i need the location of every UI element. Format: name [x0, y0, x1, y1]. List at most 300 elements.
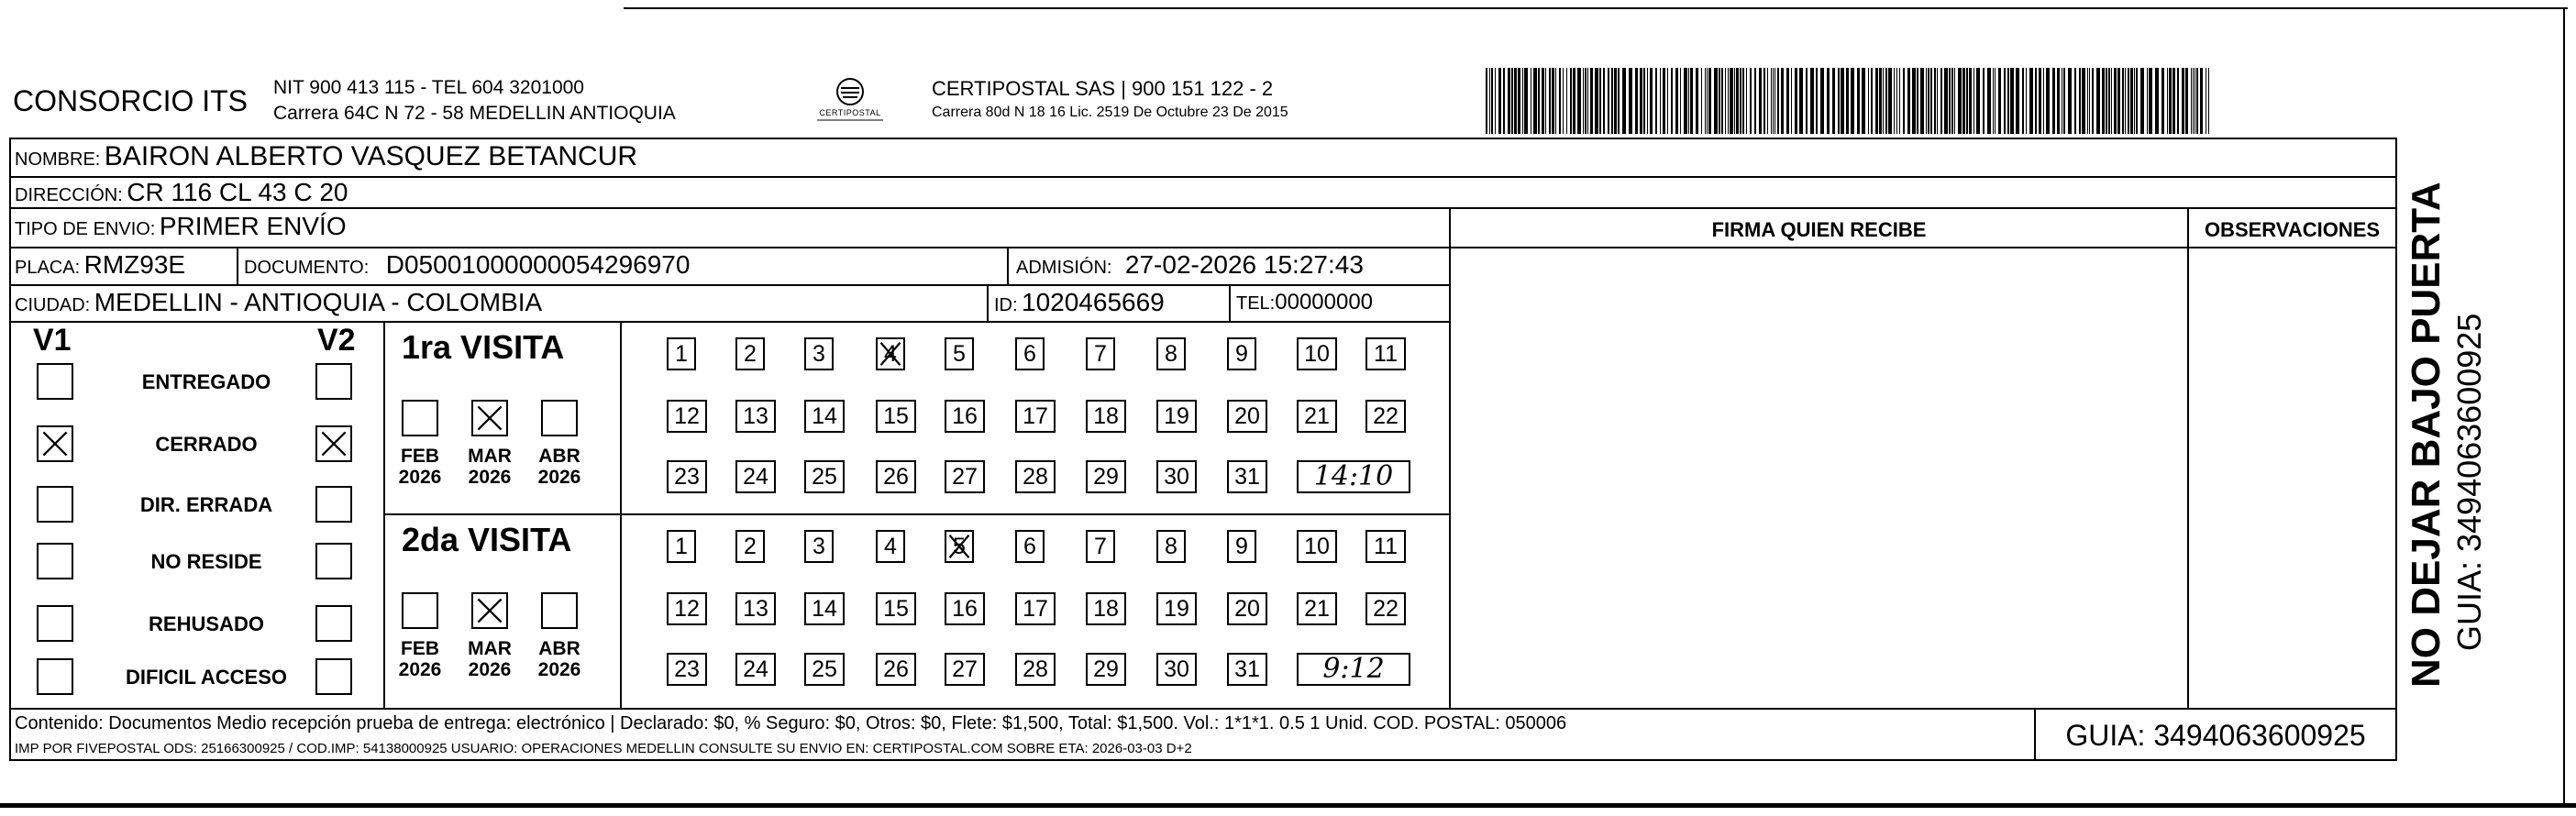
day-box[interactable]: 10 [1297, 530, 1337, 563]
barcode-bar [2057, 68, 2060, 134]
row-line [9, 284, 1451, 286]
firma-header: FIRMA QUIEN RECIBE [1711, 218, 1927, 241]
barcode-bar [1640, 68, 1642, 134]
barcode-bar [1871, 68, 1873, 134]
tipo-field [15, 212, 347, 241]
barcode-bar [2074, 68, 2076, 134]
barcode-bar [1781, 68, 1784, 134]
barcode-bar [2102, 68, 2105, 134]
barcode-bar [1746, 68, 1747, 134]
barcode-bar [1987, 68, 1991, 134]
day-box[interactable]: 12 [667, 400, 707, 433]
barcode-bar [1675, 68, 1678, 134]
day-box[interactable]: 17 [1015, 400, 1056, 433]
barcode-bar [1533, 68, 1537, 134]
barcode-bar [2029, 68, 2033, 134]
barcode-bar [1489, 68, 1490, 134]
barcode-bar [1705, 68, 1706, 134]
barcode-bar [1896, 68, 1897, 134]
documento-label: DOCUMENTO: [244, 258, 370, 278]
month-label [534, 638, 585, 680]
barcode-bar [1937, 68, 1938, 134]
direccion-value: CR 116 CL 43 C 20 [127, 178, 348, 206]
barcode-bar [2106, 68, 2107, 134]
barcode-bar [2089, 68, 2090, 134]
footer-line2: IMP POR FIVEPOSTAL ODS: 25166300925 / COD.IMP: 54138000925 USUARIO: OPERACIONES MEDELLIN CONSULTE SU ENVIO EN: CERTIPOSTAL.COM SOBRE ETA: 2026-03-03 D+2 [15, 741, 1192, 756]
day-box[interactable]: 31 [1227, 460, 1267, 493]
month-checkbox[interactable] [402, 592, 438, 629]
day-box[interactable]: 18 [1086, 592, 1126, 625]
barcode-bar [1962, 68, 1965, 134]
admision-field [1016, 250, 1364, 280]
barcode-bar [1647, 68, 1648, 134]
barcode-bar [1851, 68, 1854, 134]
day-box[interactable]: 19 [1156, 400, 1197, 433]
day-box[interactable]: 7 [1086, 337, 1115, 370]
barcode-bar [2007, 68, 2009, 134]
barcode-bar [1838, 68, 1840, 134]
v1-checkbox[interactable] [37, 605, 73, 642]
row-line [9, 321, 1451, 323]
month-name: ABR [538, 446, 580, 467]
day-box[interactable]: 9 [1227, 337, 1256, 370]
barcode-bar [1958, 68, 1962, 134]
barcode-bar [1846, 68, 1849, 134]
barcode-bar [2130, 68, 2133, 134]
day-box[interactable]: 28 [1015, 460, 1056, 493]
barcode-bar [1949, 68, 1951, 134]
row-line [9, 176, 2397, 178]
day-box[interactable]: 2 [735, 337, 765, 370]
visit-title: 2da VISITA [402, 521, 572, 558]
barcode-bar [1721, 68, 1723, 134]
barcode-bar [1680, 68, 1681, 134]
logo-text: CERTIPOSTAL [819, 108, 881, 117]
visit-divider [383, 513, 1449, 515]
barcode-bar [1503, 68, 1505, 134]
month-year: 2026 [398, 467, 442, 488]
top-edge-line [624, 7, 2568, 9]
status-label: REHUSADO [149, 612, 264, 635]
day-box[interactable]: 6 [1015, 337, 1045, 370]
day-box[interactable]: 2 [735, 530, 765, 563]
side-guia: GUIA: 3494063600925 [2450, 313, 2488, 651]
barcode-bar [1491, 68, 1493, 134]
barcode-bar [2169, 68, 2172, 134]
day-box[interactable]: 16 [945, 592, 985, 625]
day-box[interactable]: 14 [804, 592, 845, 625]
month-checkbox[interactable] [471, 400, 508, 436]
barcode-bar [1728, 68, 1729, 134]
day-box[interactable]: 6 [1015, 530, 1045, 563]
day-box[interactable]: 10 [1297, 337, 1337, 370]
barcode-bar [1750, 68, 1752, 134]
barcode-bar [1667, 68, 1668, 134]
day-box[interactable]: 15 [876, 400, 916, 433]
barcode-bar [1976, 68, 1980, 134]
barcode-bar [2022, 68, 2024, 134]
barcode-bar [1603, 68, 1605, 134]
tel-label: TEL: [1236, 293, 1276, 314]
barcode-bar [1771, 68, 1772, 134]
day-box[interactable]: 30 [1156, 653, 1197, 686]
barcode-bar [1928, 68, 1929, 134]
placa-label: PLACA: [15, 258, 81, 278]
v1-checkbox[interactable] [37, 658, 73, 695]
barcode-bar [1736, 68, 1739, 134]
month-name: FEB [401, 638, 439, 659]
month-year: 2026 [468, 467, 512, 488]
barcode-bar [1696, 68, 1698, 134]
bottom-edge-line [0, 803, 2576, 808]
barcode-bar [1862, 68, 1865, 134]
barcode-bar [1767, 68, 1768, 134]
barcode-bar [1611, 68, 1613, 134]
barcode-bar [1763, 68, 1765, 134]
barcode-bar [1643, 68, 1645, 134]
day-box[interactable]: 21 [1297, 592, 1337, 625]
barcode-bar [1688, 68, 1689, 134]
barcode-bar [1514, 68, 1517, 134]
barcode-bar [2026, 68, 2027, 134]
day-box[interactable]: 13 [735, 592, 776, 625]
barcode-bar [1573, 68, 1575, 134]
barcode-bar [1791, 68, 1792, 134]
day-box[interactable]: 8 [1156, 337, 1186, 370]
barcode-bar [2172, 68, 2175, 134]
day-box[interactable]: 3 [804, 530, 834, 563]
barcode-bar [2082, 68, 2085, 134]
barcode-bar [1590, 68, 1593, 134]
barcode-bar [2068, 68, 2072, 134]
barcode-bar [2140, 68, 2144, 134]
day-box[interactable]: 3 [804, 337, 834, 370]
carrier-line1: CERTIPOSTAL SAS | 900 151 122 - 2 [932, 77, 1274, 100]
barcode-bar [1759, 68, 1762, 134]
barcode-bar [1671, 68, 1673, 134]
barcode-bar [1894, 68, 1895, 134]
row-line [9, 247, 2397, 248]
barcode-bar [1708, 68, 1711, 134]
barcode-bar [1522, 68, 1523, 134]
barcode-bar [1841, 68, 1844, 134]
day-box[interactable]: 27 [945, 653, 985, 686]
time-box[interactable]: 9:12 [1297, 653, 1410, 686]
day-box[interactable]: 1 [667, 530, 696, 563]
day-box[interactable]: 7 [1086, 530, 1115, 563]
barcode-bar [1635, 68, 1638, 134]
day-box[interactable]: 17 [1015, 592, 1056, 625]
barcode-bar [1707, 68, 1708, 134]
v2-checkbox[interactable] [315, 425, 352, 462]
barcode-bar [1969, 68, 1972, 134]
day-box[interactable]: 29 [1086, 460, 1126, 493]
side-no-dejar: NO DEJAR BAJO PUERTA [2404, 182, 2449, 688]
day-box[interactable]: 1 [667, 337, 696, 370]
barcode-bar [2136, 68, 2138, 134]
month-label [394, 638, 446, 680]
day-box[interactable]: 20 [1227, 400, 1267, 433]
day-box[interactable]: 30 [1156, 460, 1197, 493]
month-year: 2026 [537, 659, 581, 680]
barcode-bar [1555, 68, 1556, 134]
barcode-bar [1684, 68, 1687, 134]
barcode-bar [2035, 68, 2037, 134]
barcode-bar [2114, 68, 2117, 134]
barcode-bar [1719, 68, 1720, 134]
barcode-bar [1508, 68, 1510, 134]
barcode-bar [2125, 68, 2126, 134]
barcode-bar [1570, 68, 1572, 134]
company-name: CONSORCIO ITS [13, 84, 249, 117]
barcode-bar [1806, 68, 1808, 134]
barcode-bar [1773, 68, 1774, 134]
day-box[interactable]: 13 [735, 400, 776, 433]
barcode-bar [2111, 68, 2112, 134]
row-line [9, 207, 2397, 209]
barcode-bar [1857, 68, 1860, 134]
barcode-bar [1816, 68, 1818, 134]
barcode-bar [2134, 68, 2135, 134]
v2-checkbox[interactable] [315, 658, 352, 695]
barcode-bar [1742, 68, 1744, 134]
month-name: MAR [468, 446, 512, 467]
barcode-bar [1907, 68, 1910, 134]
month-label [394, 446, 446, 488]
month-checkbox[interactable] [471, 592, 508, 629]
day-box[interactable]: 24 [735, 460, 776, 493]
barcode [1486, 68, 2210, 134]
barcode-bar [1868, 68, 1869, 134]
day-box[interactable]: 28 [1015, 653, 1056, 686]
barcode-bar [2063, 68, 2065, 134]
barcode-bar [1542, 68, 1544, 134]
barcode-bar [1614, 68, 1617, 134]
day-box[interactable]: 27 [945, 460, 985, 493]
barcode-bar [1827, 68, 1830, 134]
barcode-bar [2122, 68, 2124, 134]
barcode-bar [1883, 68, 1884, 134]
day-box[interactable]: 18 [1086, 400, 1126, 433]
day-box[interactable]: 11 [1365, 530, 1406, 563]
visit-title: 1ra VISITA [402, 328, 565, 366]
barcode-bar [1832, 68, 1835, 134]
day-box[interactable]: 26 [876, 460, 916, 493]
footer-line1: Contenido: Documentos Medio recepción prueba de entrega: electrónico | Declarado: $0, % Seguro: $0, Otros: $0, Flete: $1,500, Total: $1,500. Vol.: 1*1*1. 0.5 1 Unid. COD. POSTAL: 050006 [15, 713, 1567, 733]
day-box[interactable]: 25 [804, 460, 845, 493]
day-box[interactable]: 24 [735, 653, 776, 686]
barcode-bar [1577, 68, 1581, 134]
barcode-bar [1810, 68, 1814, 134]
day-box[interactable]: 15 [876, 592, 916, 625]
barcode-bar [1754, 68, 1756, 134]
v2-checkbox[interactable] [315, 363, 352, 400]
status-label: ENTREGADO [141, 370, 271, 393]
v2-checkbox[interactable] [315, 605, 352, 642]
row-line [9, 708, 2397, 710]
day-box[interactable]: 11 [1365, 337, 1406, 370]
barcode-bar [1795, 68, 1797, 134]
barcode-bar [2092, 68, 2094, 134]
documento-field [244, 250, 690, 280]
barcode-bar [2052, 68, 2055, 134]
documento-value: D05001000000054296970 [385, 250, 691, 279]
time-box[interactable]: 14:10 [1297, 460, 1410, 493]
month-checkbox[interactable] [541, 400, 578, 436]
v2-checkbox[interactable] [315, 486, 352, 523]
day-box[interactable]: 26 [876, 653, 916, 686]
day-box[interactable]: 21 [1297, 400, 1337, 433]
barcode-bar [1563, 68, 1564, 134]
barcode-bar [1820, 68, 1824, 134]
obs-header: OBSERVACIONES [2204, 218, 2381, 241]
barcode-bar [2200, 68, 2203, 134]
day-box[interactable]: 22 [1365, 400, 1406, 433]
certipostal-logo [812, 75, 889, 123]
barcode-bar [1545, 68, 1546, 134]
barcode-bar [1875, 68, 1878, 134]
barcode-bar [1993, 68, 1994, 134]
right-edge-line [2563, 7, 2565, 805]
barcode-bar [1566, 68, 1567, 134]
day-box[interactable]: 25 [804, 653, 845, 686]
barcode-bar [1585, 68, 1587, 134]
barcode-bar [2155, 68, 2159, 134]
barcode-bar [1629, 68, 1632, 134]
v1-checkbox[interactable] [37, 425, 73, 462]
barcode-bar [1899, 68, 1900, 134]
barcode-bar [1995, 68, 1996, 134]
barcode-bar [2185, 68, 2188, 134]
tipo-value: PRIMER ENVÍO [159, 212, 347, 240]
barcode-bar [2177, 68, 2179, 134]
tipo-label: TIPO DE ENVIO: [15, 219, 156, 239]
month-label [534, 446, 585, 488]
barcode-bar [1934, 68, 1936, 134]
barcode-bar [1552, 68, 1554, 134]
v1-checkbox[interactable] [37, 363, 73, 400]
barcode-bar [1973, 68, 1974, 134]
barcode-bar [1799, 68, 1803, 134]
barcode-bar [1690, 68, 1693, 134]
v1-checkbox[interactable] [37, 486, 73, 523]
barcode-bar [1774, 68, 1775, 134]
admision-label: ADMISIÓN: [1016, 258, 1112, 278]
day-box[interactable]: 14 [804, 400, 845, 433]
day-box[interactable]: 16 [945, 400, 985, 433]
barcode-bar [2182, 68, 2184, 134]
day-box[interactable]: 5 [945, 337, 974, 370]
barcode-bar [2208, 68, 2209, 134]
barcode-bar [1486, 68, 1487, 134]
barcode-bar [1740, 68, 1741, 134]
barcode-bar [1524, 68, 1528, 134]
month-checkbox[interactable] [541, 592, 578, 629]
direccion-label: DIRECCIÓN: [15, 185, 123, 205]
v2-checkbox[interactable] [315, 543, 352, 579]
month-checkbox[interactable] [402, 400, 438, 436]
day-box[interactable]: 5 [945, 530, 974, 563]
barcode-bar [2087, 68, 2088, 134]
barcode-bar [1917, 68, 1918, 134]
v1-checkbox[interactable] [37, 543, 73, 579]
barcode-bar [2147, 68, 2148, 134]
month-year: 2026 [537, 467, 581, 488]
barcode-bar [2079, 68, 2081, 134]
barcode-bar [2117, 68, 2120, 134]
admision-value: 27-02-2026 15:27:43 [1124, 250, 1364, 279]
barcode-bar [1599, 68, 1601, 134]
day-box[interactable]: 31 [1227, 653, 1267, 686]
barcode-bar [1888, 68, 1892, 134]
barcode-bar [1940, 68, 1942, 134]
month-name: MAR [468, 638, 512, 659]
col-line [237, 247, 238, 284]
barcode-bar [1926, 68, 1927, 134]
day-box[interactable]: 20 [1227, 592, 1267, 625]
barcode-bar [2191, 68, 2192, 134]
barcode-bar [1595, 68, 1598, 134]
barcode-bar [2196, 68, 2198, 134]
day-box[interactable]: 9 [1227, 530, 1256, 563]
month-year: 2026 [398, 659, 442, 680]
barcode-bar [1725, 68, 1726, 134]
col-line [1229, 284, 1231, 321]
ciudad-label: CIUDAD: [15, 295, 91, 315]
col-line [987, 284, 989, 321]
id-label: ID: [994, 295, 1018, 315]
barcode-bar [2016, 68, 2019, 134]
day-box[interactable]: 8 [1156, 530, 1186, 563]
status-label: DIR. ERRADA [139, 493, 273, 516]
barcode-bar [1966, 68, 1968, 134]
carrier-line2: Carrera 80d N 18 16 Lic. 2519 De Octubre 23 De 2015 [932, 105, 1288, 120]
day-box[interactable]: 19 [1156, 592, 1197, 625]
ciudad-field [15, 288, 542, 317]
barcode-bar [1944, 68, 1948, 134]
month-name: FEB [401, 446, 439, 467]
barcode-bar [1954, 68, 1955, 134]
barcode-bar [1920, 68, 1924, 134]
barcode-bar [1734, 68, 1735, 134]
status-label: DIFICIL ACCESO [125, 666, 287, 689]
barcode-bar [2193, 68, 2194, 134]
day-box[interactable]: 4 [876, 337, 905, 370]
barcode-bar [1786, 68, 1789, 134]
day-box[interactable]: 12 [667, 592, 707, 625]
barcode-bar [2128, 68, 2129, 134]
day-box[interactable]: 29 [1086, 653, 1126, 686]
company-line1: NIT 900 413 115 - TEL 604 3201000 [273, 77, 584, 98]
barcode-bar [1777, 68, 1779, 134]
day-box[interactable]: 22 [1365, 592, 1406, 625]
barcode-bar [1714, 68, 1718, 134]
barcode-bar [1650, 68, 1653, 134]
barcode-bar [2010, 68, 2014, 134]
barcode-bar [1663, 68, 1665, 134]
month-label [464, 446, 515, 488]
placa-field [15, 250, 185, 280]
barcode-bar [1912, 68, 1916, 134]
month-name: ABR [538, 638, 580, 659]
day-box[interactable]: 23 [667, 460, 707, 493]
barcode-bar [2167, 68, 2168, 134]
placa-value: RMZ93E [83, 250, 186, 279]
day-box[interactable]: 4 [876, 530, 905, 563]
barcode-bar [1549, 68, 1551, 134]
day-box[interactable]: 23 [667, 653, 707, 686]
status-label: NO RESIDE [150, 550, 262, 573]
